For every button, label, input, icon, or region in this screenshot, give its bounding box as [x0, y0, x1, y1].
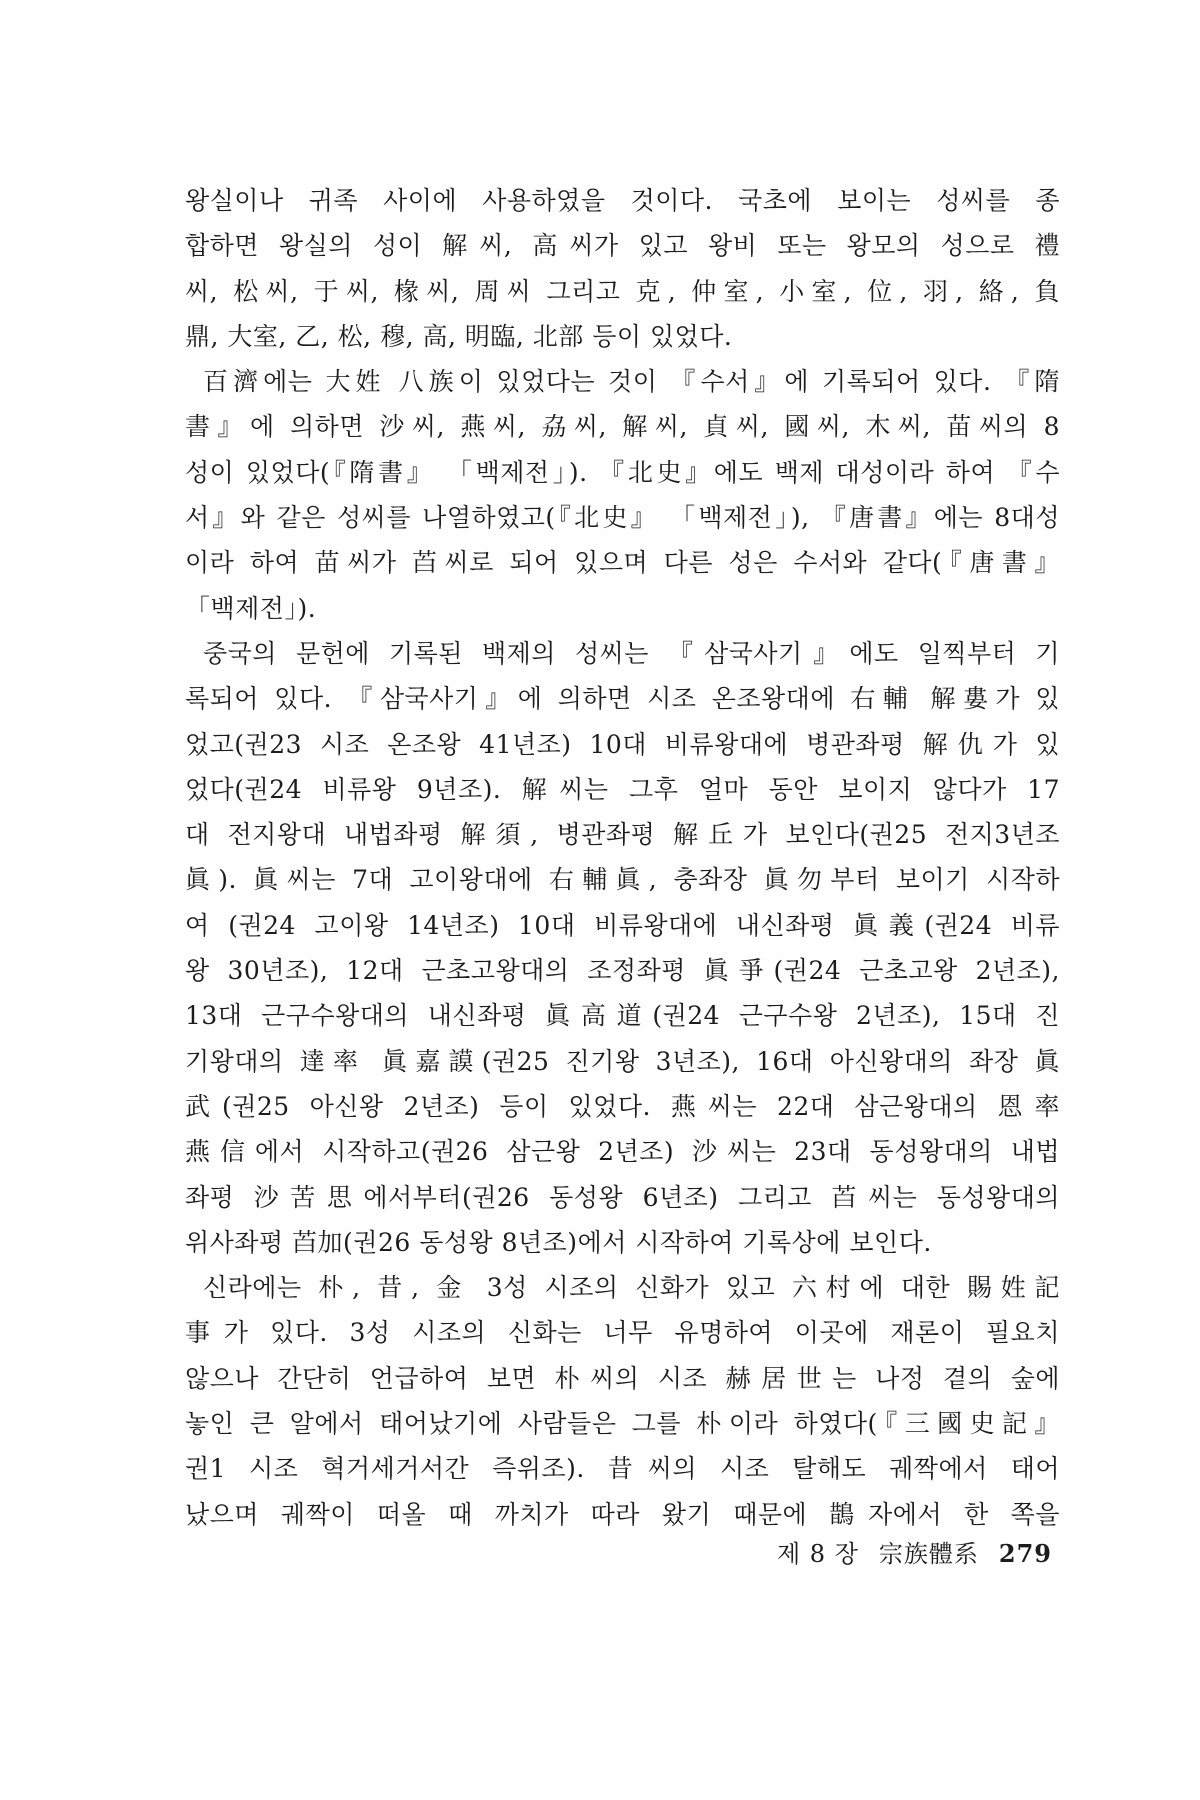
text-line: 위사좌평 苩加(권26 동성왕 8년조)에서 시작하여 기록상에 보인다.	[185, 1227, 932, 1257]
text-line: 었다(권24 비류왕 9년조). 解씨는 그후 얼마 동안 보이지 않다가 17	[185, 774, 1060, 804]
text-line: 武(권25 아신왕 2년조) 등이 있었다. 燕씨는 22대 삼근왕대의 恩率	[185, 1091, 1060, 1121]
text-line: 眞). 眞씨는 7대 고이왕대에 右輔眞, 충좌장 眞勿부터 보이기 시작하	[185, 865, 1060, 895]
page-footer	[777, 1534, 1052, 1569]
text-line: 기왕대의 達率 眞嘉謨(권25 진기왕 3년조), 16대 아신왕대의 좌장 眞	[185, 1046, 1060, 1076]
body-text	[185, 178, 1060, 1537]
text-line: 합하면 왕실의 성이 解씨, 高씨가 있고 왕비 또는 왕모의 성으로 禮	[185, 231, 1060, 261]
text-line: 중국의 문헌에 기록된 백제의 성씨는 『삼국사기』에도 일찍부터 기	[203, 638, 1060, 668]
text-line: 왕 30년조), 12대 근초고왕대의 조정좌평 眞爭(권24 근초고왕 2년조),	[185, 956, 1060, 986]
text-line: 성이 있었다(『隋書』 「백제전」). 『北史』에도 백제 대성이라 하여 『수	[185, 457, 1060, 487]
text-line: 鼎, 大室, 乙, 松, 穆, 高, 明臨, 北部 등이 있었다.	[185, 321, 733, 351]
chapter-title: 宗族體系	[878, 1540, 979, 1568]
text-line: 여 (권24 고이왕 14년조) 10대 비류왕대에 내신좌평 眞義(권24 비류	[185, 910, 1060, 940]
text-line: 事가 있다. 3성 시조의 신화는 너무 유명하여 이곳에 재론이 필요치	[185, 1318, 1060, 1348]
text-line: 이라 하여 苗씨가 苩씨로 되어 있으며 다른 성은 수서와 같다(『唐書』	[185, 548, 1060, 578]
text-line: 13대 근구수왕대의 내신좌평 眞高道(권24 근구수왕 2년조), 15대 진	[185, 1001, 1060, 1031]
text-line: 록되어 있다. 『삼국사기』에 의하면 시조 온조왕대에 右輔 解婁가 있	[185, 684, 1060, 714]
text-line: 「백제전」).	[185, 593, 317, 623]
text-line: 놓인 큰 알에서 태어났기에 사람들은 그를 朴이라 하였다(『三國史記』	[185, 1409, 1060, 1439]
text-line: 었고(권23 시조 온조왕 41년조) 10대 비류왕대에 병관좌평 解仇가 있	[185, 729, 1060, 759]
text-line: 좌평 沙苦思에서부터(권26 동성왕 6년조) 그리고 苩씨는 동성왕대의	[185, 1182, 1060, 1212]
text-line: 났으며 궤짝이 떠올 때 까치가 따라 왔기 때문에 鵲자에서 한 쪽을	[185, 1499, 1060, 1529]
text-line: 書』에 의하면 沙씨, 燕씨, 劦씨, 解씨, 貞씨, 國씨, 木씨, 苗씨의 8	[185, 412, 1060, 442]
page-number: 279	[998, 1539, 1052, 1568]
text-line: 왕실이나 귀족 사이에 사용하였을 것이다. 국초에 보이는 성씨를 종	[185, 186, 1060, 215]
text-line: 百濟에는 大姓 八族이 있었다는 것이 『수서』에 기록되어 있다. 『隋	[203, 367, 1060, 397]
text-line: 서』와 같은 성씨를 나열하였고(『北史』 「백제전」), 『唐書』에는 8대성	[185, 503, 1060, 533]
text-line: 않으나 간단히 언급하여 보면 朴씨의 시조 赫居世는 나정 곁의 숲에	[185, 1363, 1060, 1393]
text-line: 권1 시조 혁거세거서간 즉위조). 昔씨의 시조 탈해도 궤짝에서 태어	[185, 1454, 1060, 1484]
text-line: 신라에는 朴, 昔, 金 3성 시조의 신화가 있고 六村에 대한 賜姓記	[203, 1273, 1060, 1303]
text-line: 대 전지왕대 내법좌평 解須, 병관좌평 解丘가 보인다(권25 전지3년조	[185, 820, 1060, 850]
text-line: 燕信에서 시작하고(권26 삼근왕 2년조) 沙씨는 23대 동성왕대의 내법	[185, 1137, 1060, 1167]
text-line: 씨, 松씨, 于씨, 椽씨, 周씨 그리고 克, 仲室, 小室, 位, 羽, 絡, 負	[185, 276, 1060, 306]
chapter-label: 제 8 장	[776, 1540, 859, 1568]
